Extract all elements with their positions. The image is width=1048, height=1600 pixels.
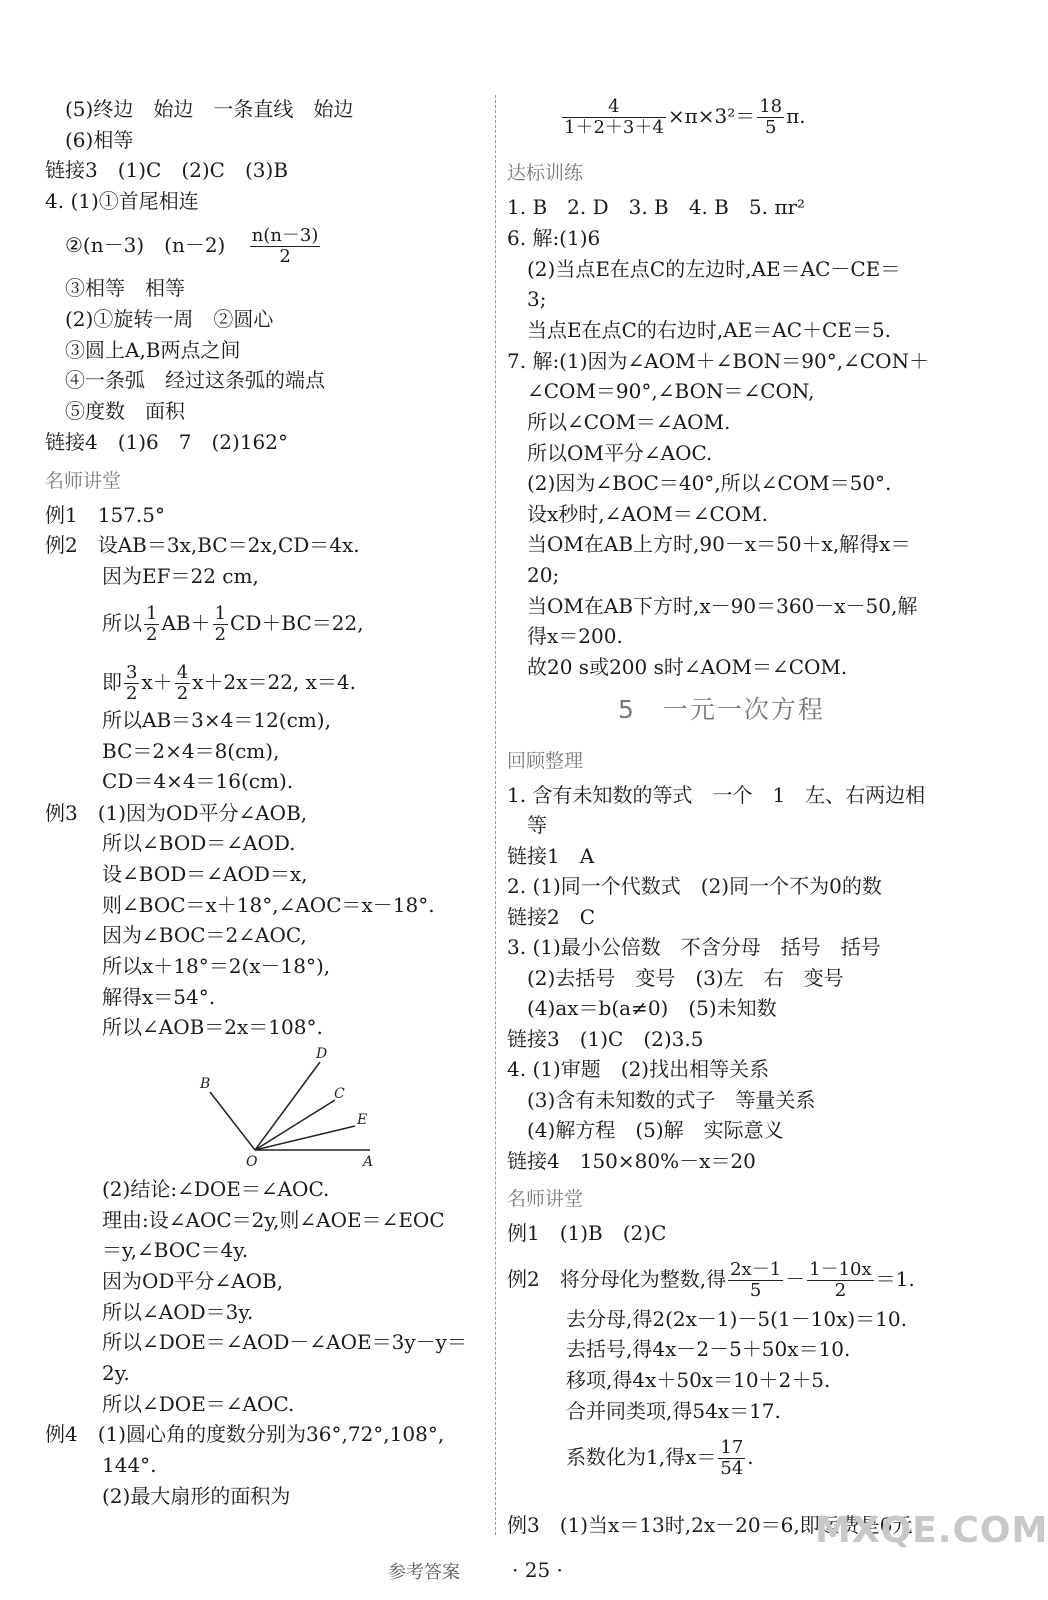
text-line: 2. (1)同一个代数式 (2)同一个不为0的数	[507, 874, 882, 898]
text-line: 例4 (1)圆心角的度数分别为36°,72°,108°,	[45, 1422, 445, 1446]
fraction: $\frac{n(n-3)}{2}$	[251, 225, 319, 267]
text-line: (2)最大扇形的面积为	[102, 1484, 291, 1508]
fraction: $\frac{18}{5}$	[759, 96, 783, 138]
fraction: $\frac{1}{2}$	[146, 603, 158, 645]
text-line: ∠COM＝90°,∠BON＝∠CON,	[527, 379, 815, 403]
text-line: (5)终边 始边 一条直线 始边	[65, 97, 354, 121]
text-line: 例2 设AB＝3x,BC＝2x,CD＝4x.	[45, 533, 360, 557]
label-a: A	[363, 1154, 374, 1170]
text-line: (6)相等	[65, 128, 134, 152]
text-line: 1. B 2. D 3. B 4. B 5. πr²	[507, 195, 806, 219]
text-line: 链接1 A	[507, 844, 595, 868]
text-line: ⑤度数 面积	[65, 399, 185, 423]
label-e: E	[357, 1112, 368, 1128]
text-line: ④一条弧 经过这条弧的端点	[65, 368, 325, 392]
text-line: 6. 解:(1)6	[507, 226, 601, 250]
text-line: ②(n－3) (n－2) $\frac{n(n-3)}{2}$	[65, 225, 319, 267]
text-line: 链接4 150×80%－x＝20	[507, 1149, 756, 1173]
text-line: 所以∠AOD＝3y.	[102, 1300, 254, 1324]
text-line: 例3 (1)因为OD平分∠AOB,	[45, 801, 308, 825]
text-line: 解得x＝54°.	[102, 985, 216, 1009]
angle-diagram	[190, 1040, 390, 1170]
text-line: 所以∠AOB＝2x＝108°.	[102, 1015, 323, 1039]
text-line: 等	[527, 813, 547, 837]
text-line: (2)①旋转一周 ②圆心	[65, 307, 274, 331]
ray-oc	[255, 1100, 335, 1150]
text-line: 则∠BOC＝x＋18°,∠AOC＝x－18°.	[102, 893, 435, 917]
text-line: 所以∠BOD＝∠AOD.	[102, 831, 296, 855]
text-line: 7. 解:(1)因为∠AOM＋∠BON＝90°,∠CON＋	[507, 349, 930, 373]
label-c: C	[334, 1086, 345, 1102]
text-line: 系数化为1,得x＝ $\frac{17}{54}$ .	[566, 1437, 754, 1479]
fraction: $\frac{1}{2}$	[214, 603, 227, 645]
text-line: 移项,得4x＋50x＝10＋2＋5.	[566, 1368, 831, 1392]
column-divider	[495, 95, 496, 1535]
label-o: O	[246, 1154, 258, 1170]
text-line: 所以x＋18°＝2(x－18°),	[102, 954, 331, 978]
text-line: 设x秒时,∠AOM＝∠COM.	[527, 502, 769, 526]
text-line: 例2 将分母化为整数,得 $\frac{2x-1}{5}$ － $\frac{1-10x}{2}$ ＝1.	[507, 1259, 915, 1301]
text-line: 因为∠BOC＝2∠AOC,	[102, 923, 307, 947]
text-line: 所以AB＝3×4＝12(cm),	[102, 708, 331, 732]
fraction: $\frac{3}{2}$	[126, 662, 138, 704]
text-line: (2)因为∠BOC＝40°,所以∠COM＝50°.	[527, 471, 892, 495]
text-line: 因为EF＝22 cm,	[102, 564, 259, 588]
text-line: 例1 (1)B (2)C	[507, 1221, 667, 1245]
text-line: 例1 157.5°	[45, 503, 165, 527]
text-line: 合并同类项,得54x＝17.	[566, 1399, 781, 1423]
fraction: $\frac{2x-1}{5}$	[730, 1259, 782, 1301]
text-line: 2y.	[102, 1361, 130, 1385]
text-line: 链接4 (1)6 7 (2)162°	[45, 430, 289, 454]
section-heading: 名师讲堂	[45, 470, 122, 492]
text-line: 链接3 (1)C (2)3.5	[507, 1027, 704, 1051]
text-line: 链接2 C	[507, 905, 596, 929]
text-line: 4. (1)审题 (2)找出相等关系	[507, 1057, 770, 1081]
text-line: 得x＝200.	[527, 624, 623, 648]
text-line: 当点E在点C的右边时,AE＝AC＋CE＝5.	[527, 318, 892, 342]
fraction: $\frac{17}{54}$	[720, 1437, 744, 1479]
text-line: 所以 $\frac{1}{2}$ AB＋ $\frac{1}{2}$ CD＋BC＝22,	[102, 603, 364, 645]
text-line: CD＝4×4＝16(cm).	[102, 769, 294, 793]
text-line: 1. 含有未知数的等式 一个 1 左、右两边相	[507, 783, 926, 807]
footer-label: 参考答案	[388, 1562, 460, 1583]
text-line: 理由:设∠AOC＝2y,则∠AOE＝∠EOC	[102, 1208, 445, 1232]
text-line: 3. (1)最小公倍数 不含分母 括号 括号	[507, 935, 881, 959]
fraction: $\frac{1-10x}{2}$	[809, 1259, 872, 1301]
text-line: (3)含有未知数的式子 等量关系	[527, 1088, 816, 1112]
text-line: 所以∠DOE＝∠AOC.	[102, 1392, 295, 1416]
section-heading: 名师讲堂	[507, 1188, 584, 1210]
text-line: 故20 s或200 s时∠AOM＝∠COM.	[527, 655, 848, 679]
page-number: · 25 ·	[512, 1558, 563, 1582]
text-line: 当OM在AB上方时,90－x＝50＋x,解得x＝	[527, 532, 911, 556]
text-line: (4)解方程 (5)解 实际意义	[527, 1118, 784, 1142]
chapter-title: 5 一元一次方程	[618, 695, 825, 724]
text-line: 所以OM平分∠AOC.	[527, 441, 713, 465]
text-line: 去分母,得2(2x－1)－5(1－10x)＝10.	[566, 1307, 908, 1331]
text-line: BC＝2×4＝8(cm),	[102, 739, 280, 763]
text-line: $\frac{4}{1+2+3+4}$ ×π×3²＝ $\frac{18}{5}$ π.	[564, 96, 806, 138]
text-line: ③圆上A,B两点之间	[65, 338, 241, 362]
text-line: 所以∠DOE＝∠AOD－∠AOE＝3y－y＝	[102, 1330, 467, 1354]
text-line: 144°.	[102, 1453, 157, 1477]
fraction: $\frac{4}{2}$	[176, 662, 189, 704]
text-line: ＝y,∠BOC＝4y.	[102, 1238, 249, 1262]
text-line: ③相等 相等	[65, 276, 185, 300]
text-line: 因为OD平分∠AOB,	[102, 1269, 284, 1293]
ray-ob	[210, 1092, 255, 1150]
text-line: 链接3 (1)C (2)C (3)B	[45, 158, 289, 182]
text-line: 即 $\frac{3}{2}$ x＋ $\frac{4}{2}$ x＋2x＝22, x＝4.	[102, 662, 356, 704]
text-line: (2)当点E在点C的左边时,AE＝AC－CE＝	[527, 257, 901, 281]
text-line: 例3 (1)当x＝13时,2x－20＝6,即运费是6元	[507, 1513, 913, 1537]
label-d: D	[316, 1046, 328, 1062]
text-line: 3;	[527, 287, 547, 311]
text-line: (2)去括号 变号 (3)左 右 变号	[527, 966, 844, 990]
text-line: 4. (1)①首尾相连	[45, 189, 199, 213]
text-line: 去括号,得4x－2－5＋50x＝10.	[566, 1337, 851, 1361]
label-b: B	[200, 1076, 211, 1092]
text-line: 20;	[527, 563, 560, 587]
text-line: (2)结论:∠DOE＝∠AOC.	[102, 1177, 330, 1201]
text-line: 当OM在AB下方时,x－90＝360－x－50,解	[527, 594, 918, 618]
fraction: $\frac{4}{1+2+3+4}$	[564, 96, 664, 138]
text-line: 所以∠COM＝∠AOM.	[527, 410, 731, 434]
watermark: MXQE.COM	[815, 1510, 1048, 1551]
text-line: 设∠BOD＝∠AOD＝x,	[102, 862, 308, 886]
text-line: (4)ax＝b(a≠0) (5)未知数	[527, 996, 777, 1020]
section-heading: 回顾整理	[507, 750, 584, 772]
section-heading: 达标训练	[507, 162, 584, 184]
